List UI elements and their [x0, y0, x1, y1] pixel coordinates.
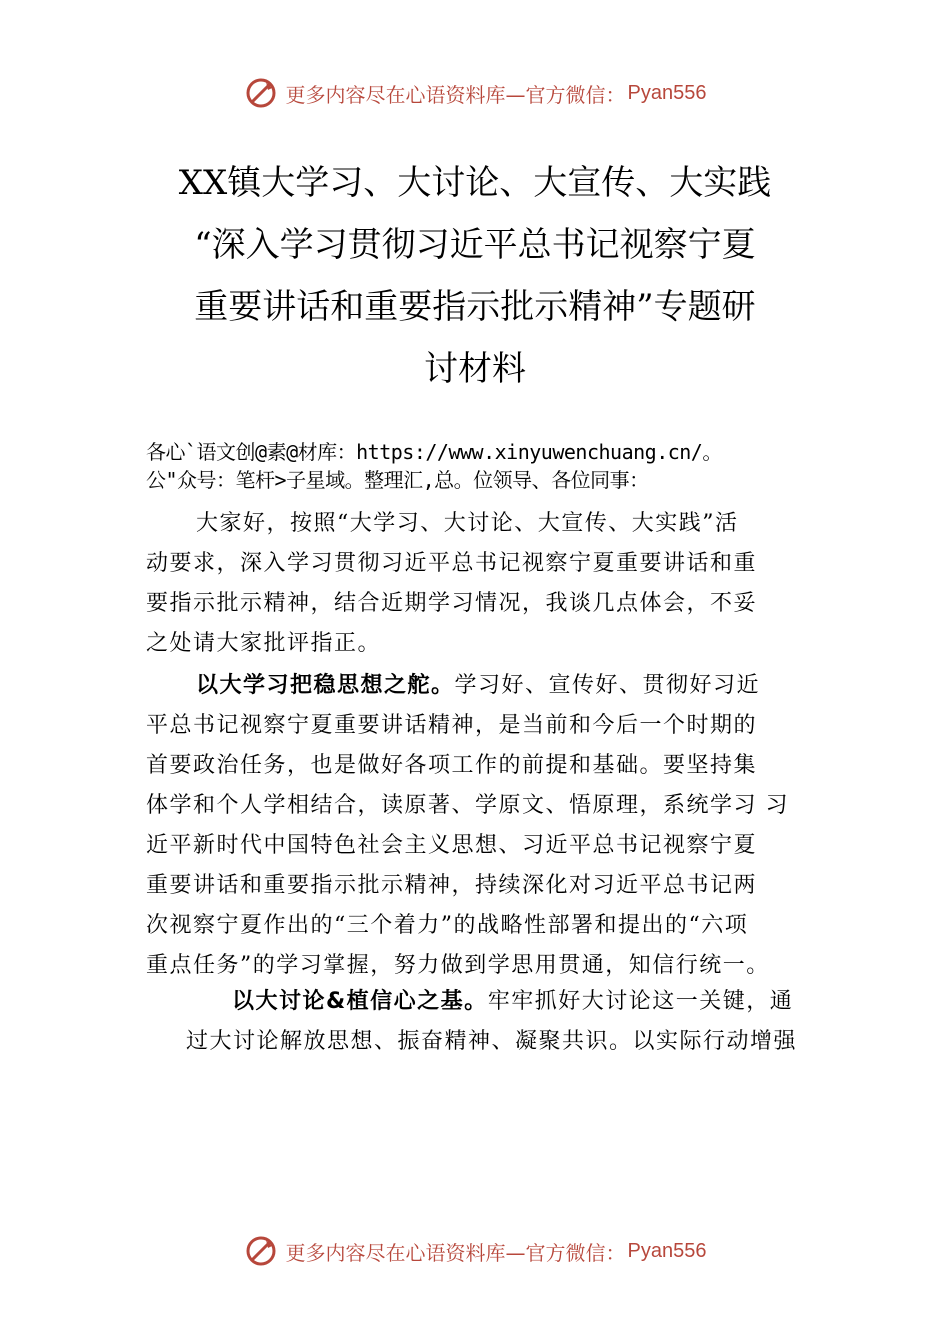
paragraph-text: 牢牢抓好大讨论这一关键，通	[487, 989, 794, 1014]
title-line: 重要讲话和重要指示批示精神”专题研	[194, 287, 756, 327]
pen-circle-logo-icon	[244, 1234, 278, 1268]
paragraph-first-line	[146, 982, 810, 1022]
paragraph-line: 首要政治任务，也是做好各项工作的前提和基础。要坚持集	[146, 753, 758, 778]
paragraph-line: 动要求，深入学习贯彻习近平总书记视察宁夏重要讲话和重	[146, 551, 758, 576]
document-title	[120, 152, 830, 400]
paragraph-1	[146, 504, 810, 664]
paragraph-line: 近平新时代中国特色社会主义思想、习近平总书记视察宁夏	[146, 833, 758, 858]
paragraph-first-line	[146, 666, 810, 706]
banner-text: 更多内容尽在心语资料库—官方微信：	[285, 1240, 626, 1265]
title-line: XX镇大学习、大讨论、大宣传、大实践	[178, 163, 772, 203]
paragraph-line: 过大讨论解放思想、振奋精神、凝聚共识。以实际行动增强	[186, 1029, 798, 1054]
source-note-line: 公"众号：笔杆>子星域。整理汇,总。位领导、各位同事：	[146, 468, 649, 492]
paragraph-2	[146, 666, 810, 986]
paragraph-line: 次视察宁夏作出的“三个着力”的战略性部署和提出的“六项	[146, 913, 749, 938]
paragraph-line: 大家好，按照“大学习、大讨论、大宣传、大实践”活	[196, 511, 739, 536]
title-line: 讨材料	[424, 349, 526, 389]
paragraph-line: 重点任务”的学习掌握，努力做到学思用贯通，知信行统一。	[146, 953, 770, 978]
banner-wechat-id: Pyan556	[627, 1239, 707, 1262]
paragraph-line: 重要讲话和重要指示批示精神，持续深化对习近平总书记两	[146, 873, 758, 898]
title-line: “深入学习贯彻习近平总书记视察宁夏	[194, 225, 756, 265]
paragraph-text: 学习好、宣传好、贯彻好习近	[454, 673, 761, 698]
pen-circle-logo-icon	[244, 76, 278, 110]
banner-wechat-id: Pyan556	[627, 81, 707, 104]
source-note	[146, 438, 826, 494]
section-heading: 以大讨论&植信心之基。	[232, 989, 488, 1014]
source-note-line: 各心`语文创@素@材库：https://www.xinyuwenchuang.cn/。	[146, 440, 722, 464]
paragraph-line: 之处请大家批评指正。	[146, 631, 382, 656]
paragraph-line: 要指示批示精神，结合近期学习情况，我谈几点体会，不妥	[146, 591, 758, 616]
watermark-banner-top	[0, 70, 950, 116]
paragraph-line: 平总书记视察宁夏重要讲话精神，是当前和今后一个时期的	[146, 713, 758, 738]
banner-text: 更多内容尽在心语资料库—官方微信：	[285, 82, 626, 107]
section-heading: 以大学习把稳思想之舵。	[196, 673, 455, 698]
paragraph-line: 体学和个人学相结合，读原著、学原文、悟原理，系统学习 习	[146, 793, 789, 818]
paragraph-3	[146, 982, 810, 1062]
watermark-banner-bottom	[0, 1228, 950, 1274]
